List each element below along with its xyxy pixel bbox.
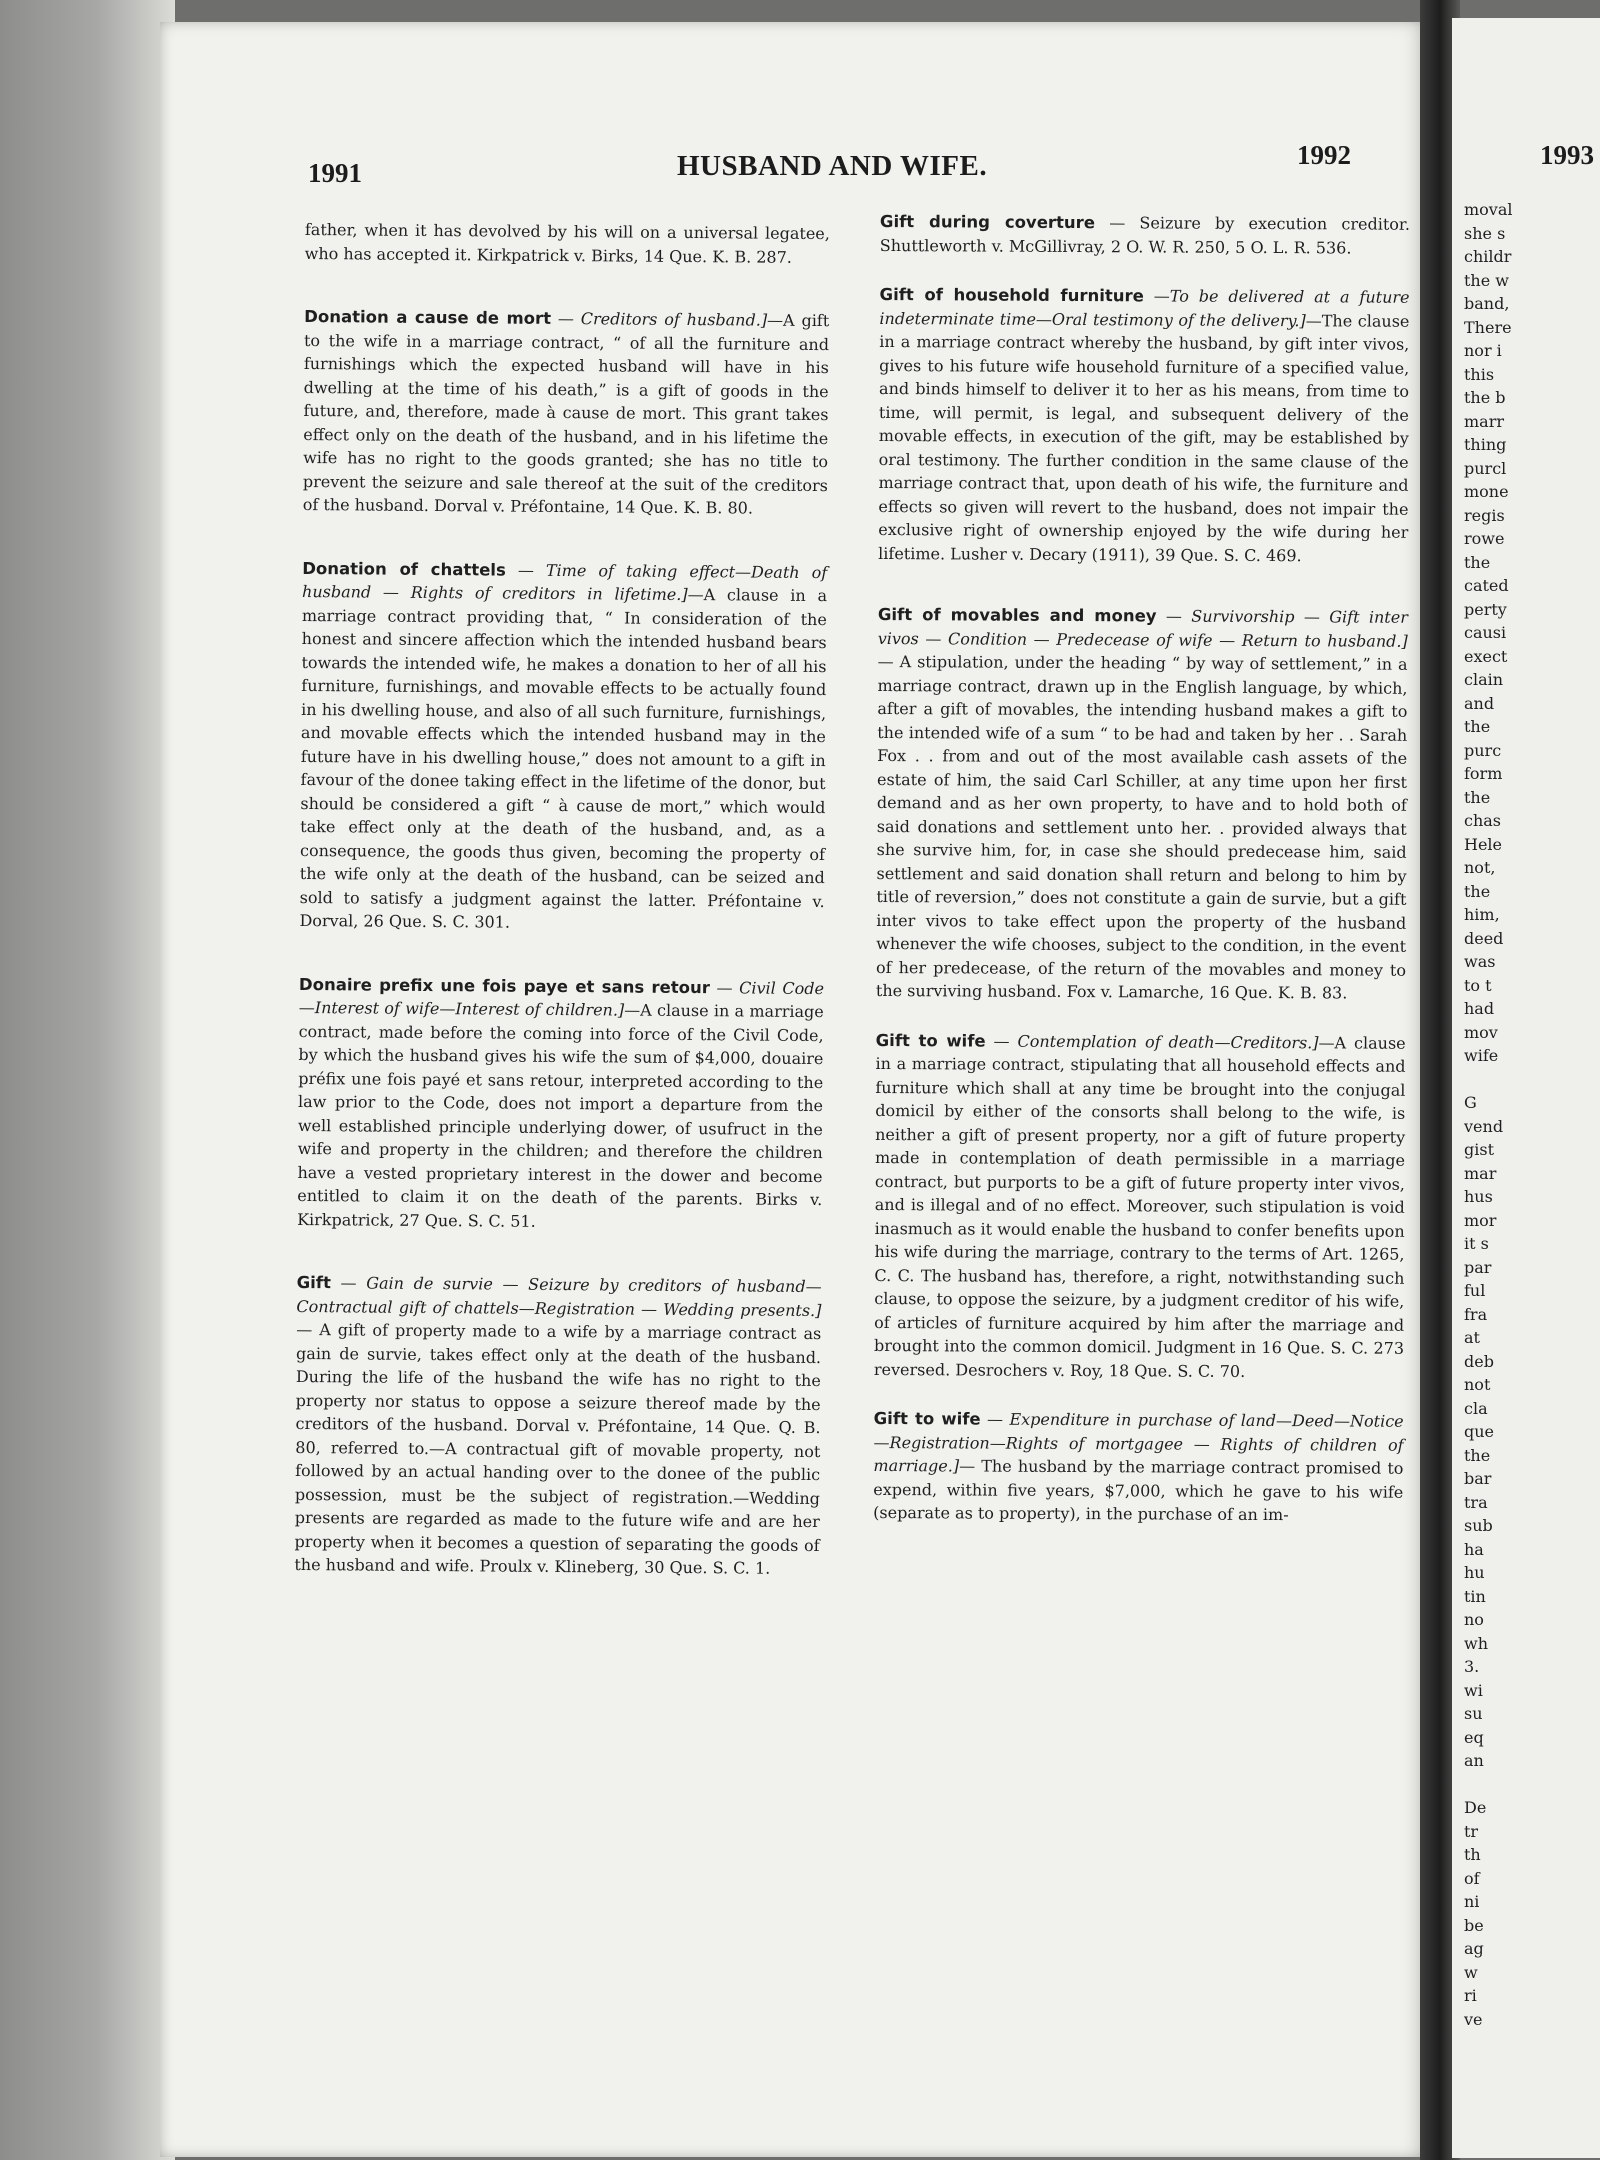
entry-donaire-prefix bbox=[297, 972, 824, 1235]
entry-heading: Gift during coverture bbox=[879, 211, 1096, 233]
next-page-fragment: the bbox=[1464, 881, 1491, 901]
next-page-fragment: it s bbox=[1464, 1234, 1489, 1253]
next-page-fragment: marr bbox=[1464, 411, 1505, 431]
next-page-fragment: clain bbox=[1464, 670, 1504, 689]
entry-body: —A clause in a marriage contract, stipulating that all household effects and furniture which shall at any time be brought into the conjugal domicil by either of the consorts shall belong to the wife, is neither a gift of present property, nor a gift of future property made in contemplation of death permissible in a marriage contract, but purports to be a gift of future property inter vivos, and is illegal and of no effect. Moreover, such stipulation is void inasmuch as it would enable the husband to confer benefits upon his wife during the marriage, contrary to the terms of Art. 1265, C. C. The husband has, therefore, a right, notwithstanding such clause, to oppose the seizure, by a judgment creditor of his wife, of articles of furniture acquired by him after the marriage and brought into the common domicil. Judgment in 16 Que. S. C. 273 reversed. Desrochers v. Roy, 18 Que. S. C. 70. bbox=[873, 1032, 1406, 1381]
entry-heading: Gift of household furniture bbox=[879, 284, 1144, 306]
next-page-fragment: the w bbox=[1464, 270, 1509, 290]
next-page-fragment: the bbox=[1464, 717, 1491, 736]
next-page-fragment: chas bbox=[1464, 811, 1502, 830]
next-page-fragment: eq bbox=[1464, 1727, 1484, 1747]
next-page-fragment: she s bbox=[1464, 223, 1506, 243]
entry-subheading: — Time of taking effect—Death of husband — Rights of creditors in lifetime.] bbox=[301, 560, 828, 605]
entry-body: — Seizure by execution creditor. Shuttleworth v. McGillivray, 2 O. W. R. 250, 5 O. L. R. 536. bbox=[879, 213, 1410, 257]
next-page-fragment: regis bbox=[1464, 505, 1505, 525]
right-page-number: 1992 bbox=[1297, 140, 1351, 170]
entry-heading: Donation a cause de mort bbox=[304, 306, 552, 328]
next-page-fragment: be bbox=[1464, 1915, 1484, 1935]
next-page-fragment: perty bbox=[1464, 599, 1507, 619]
next-page-fragment: purcl bbox=[1464, 458, 1507, 478]
running-title: HUSBAND AND WIFE. bbox=[677, 150, 988, 182]
entry-body: —A clause in a marriage contract, made before the coming into force of the Civil Code, by which the husband gives his wife the sum of $4,000, douaire préfix une fois payé et sans retour, interpreted according to the law prior to the Code, does not import a departure from the well established principle underlying dower, of usufruct in the wife and property in the children; and therefore the children have a vested proprietary interest in the dower and become entitled to claim it on the death of the parents. Birks v. Kirkpatrick, 27 Que. S. C. 51. bbox=[297, 1000, 824, 1231]
entry-gift-of-household-furniture bbox=[878, 283, 1409, 568]
next-page-fragment: form bbox=[1464, 764, 1503, 783]
next-page-fragment: at bbox=[1464, 1328, 1480, 1347]
next-page-fragment: hus bbox=[1464, 1187, 1493, 1206]
left-page-number: 1991 bbox=[308, 158, 362, 188]
next-page-fragment: him, bbox=[1464, 905, 1500, 924]
next-page-fragment: ri bbox=[1464, 1986, 1477, 2005]
next-page-fragment: cated bbox=[1464, 576, 1509, 595]
next-page-fragment: There bbox=[1464, 317, 1512, 337]
next-page-fragment: ni bbox=[1464, 1892, 1480, 1911]
next-page-fragment: su bbox=[1464, 1704, 1483, 1723]
next-page-fragment: mone bbox=[1464, 482, 1509, 501]
next-page-text-fragments bbox=[1464, 198, 1600, 2031]
book-left-edge bbox=[0, 0, 175, 2160]
entry-heading: Donaire prefix une fois paye et sans retour bbox=[298, 974, 710, 997]
next-page-fragment bbox=[1464, 1068, 1600, 1092]
next-page-fragment: tr bbox=[1464, 1821, 1479, 1841]
next-page-fragment: the b bbox=[1464, 388, 1506, 407]
next-page-fragment: mor bbox=[1464, 1210, 1497, 1230]
entry-body: —The clause in a marriage contract whereby the husband, by gift inter vivos, gives to his future wife household furniture of a specified value, and binds himself to deliver it to her as his means, from time to time, will permit, is legal, and subsequent delivery of the movable effects, in execution of the gift, may be established by oral testimony. The further condition in the same clause of the marriage contract that, upon death of his wife, the furniture and effects so given will revert to the husband, does not impair the exclusive right of ownership enjoyed by the wife during her lifetime. Lusher v. Decary (1911), 39 Que. S. C. 469. bbox=[878, 310, 1410, 565]
next-page-fragment: ha bbox=[1464, 1539, 1484, 1559]
next-page-fragment: causi bbox=[1464, 623, 1507, 642]
next-page-fragment: deb bbox=[1464, 1351, 1494, 1371]
next-page-fragment: the bbox=[1464, 552, 1491, 572]
next-page-fragment: vend bbox=[1464, 1116, 1504, 1136]
next-page-fragment: gist bbox=[1464, 1140, 1494, 1159]
entry-body: — A stipulation, under the heading “ by way of settlement,” in a marriage contract, drawn up in the English language, by which, after a gift of movables, the intending husband makes a gift to the intended wife of a sum “ to be had and taken by her . . Sarah Fox . . from and out of the most available cash assets of the estate of him, the said Carl Schiller, at any time upon her first demand and as her own property, to have and to hold both of said donations and settlement unto her. . provided always that she survive him, for, in case she should predecease him, said settlement and said donation shall return and belong to him by title of reversion,” does not constitute a gain de survie, but a gift inter vivos to take effect upon the property of the husband whenever the wife chooses, subject to the condition, in the event of her predecease, of the return of the movables and money to the surviving husband. Fox v. Lamarche, 16 Que. K. B. 83. bbox=[875, 651, 1408, 1003]
next-page-fragment bbox=[1464, 1773, 1600, 1797]
next-page-fragment: bar bbox=[1464, 1469, 1492, 1488]
next-page-fragment: nor i bbox=[1464, 341, 1502, 360]
next-page-fragment: was bbox=[1464, 952, 1496, 971]
next-page-fragment: th bbox=[1464, 1845, 1481, 1864]
next-page-fragment: of bbox=[1464, 1868, 1480, 1888]
next-page-fragment: mov bbox=[1464, 1022, 1498, 1042]
next-page-fragment: had bbox=[1464, 999, 1495, 1018]
next-page-fragment: G bbox=[1464, 1093, 1477, 1112]
next-page-fragment: and bbox=[1464, 693, 1495, 713]
entry-body: — The husband by the marriage contract promised to expend, within five years, $7,000, which he gave to his wife (separate as to property), in the purchase of an im- bbox=[873, 1456, 1404, 1525]
entry-body: —A gift to the wife in a marriage contract, “ of all the furniture and furnishings which the expected husband will have in his dwelling at the time of his death,” is a gift of goods in the future, and, therefore, made à cause de mort. This grant takes effect only on the death of the husband, and in his lifetime the wife has no right to the goods granted; she has no title to prevent the seizure and sale thereof at the suit of the creditors of the husband. Dorval v. Préfontaine, 14 Que. K. B. 80. bbox=[302, 310, 830, 518]
entry-gift-during-coverture bbox=[880, 210, 1410, 260]
entry-donation-a-cause-de-mort bbox=[303, 305, 830, 521]
entry-subheading: — Creditors of husband.] bbox=[557, 308, 768, 330]
next-page-fragment: not, bbox=[1464, 858, 1496, 877]
entry-donation-of-chattels bbox=[299, 556, 827, 936]
next-page-fragment: wife bbox=[1464, 1046, 1499, 1065]
next-page-fragment: ful bbox=[1464, 1281, 1486, 1300]
entry-heading: Gift bbox=[296, 1272, 331, 1293]
entry-heading: Donation of chattels bbox=[302, 558, 506, 580]
next-page-fragment: hu bbox=[1464, 1563, 1485, 1582]
entry-heading: Gift to wife bbox=[875, 1030, 986, 1051]
entry-subheading: —To be delivered at a future indeterminate time—Oral testimony of the delivery.] bbox=[879, 286, 1410, 330]
next-page-edge bbox=[1452, 18, 1600, 2158]
next-page-fragment: De bbox=[1464, 1798, 1487, 1817]
right-column bbox=[873, 210, 1410, 1553]
entry-subheading: — Civil Code—Interest of wife—Interest of children.] bbox=[298, 977, 825, 1020]
next-page-fragment: not bbox=[1464, 1375, 1491, 1394]
entry-subheading: — Survivorship — Gift inter vivos — Condition — Predecease of wife — Return to husband.] bbox=[877, 606, 1408, 651]
next-page-fragment: Hele bbox=[1464, 834, 1503, 854]
next-page-fragment: exect bbox=[1464, 646, 1508, 666]
entry-subheading: — Contemplation of death—Creditors.] bbox=[993, 1031, 1319, 1052]
next-page-fragment: w bbox=[1464, 1962, 1478, 1982]
entry-heading: Gift of movables and money bbox=[877, 604, 1157, 626]
next-page-fragment: tra bbox=[1464, 1492, 1488, 1512]
entry-gift bbox=[294, 1271, 821, 1581]
entry-subheading: — Gain de survie — Seizure by creditors of husband—Contractual gift of chattels—Registration — Wedding presents.] bbox=[296, 1273, 822, 1320]
entry-heading: Gift to wife bbox=[873, 1408, 981, 1429]
next-page-fragment: ag bbox=[1464, 1939, 1484, 1958]
next-page-fragment: the bbox=[1464, 1445, 1491, 1465]
next-page-fragment: mar bbox=[1464, 1163, 1497, 1183]
next-page-fragment: wi bbox=[1464, 1680, 1483, 1700]
next-page-fragment: the bbox=[1464, 787, 1491, 807]
next-page-fragment: an bbox=[1464, 1751, 1484, 1770]
next-page-fragment: cla bbox=[1464, 1398, 1488, 1418]
entry-gift-of-movables-and-money bbox=[876, 603, 1408, 1005]
next-page-fragment: thing bbox=[1464, 435, 1507, 454]
next-page-fragment: this bbox=[1464, 364, 1495, 384]
left-column bbox=[294, 218, 830, 1607]
next-page-fragment: rowe bbox=[1464, 529, 1505, 548]
next-page-fragment: par bbox=[1464, 1257, 1492, 1277]
next-page-fragment: band, bbox=[1464, 294, 1510, 313]
continued-paragraph: father, when it has devolved by his will on a universal legatee, who has accepted it. Kirkpatrick v. Birks, 14 Que. K. B. 287. bbox=[304, 219, 830, 267]
next-page-fragment: ve bbox=[1464, 2009, 1483, 2029]
next-page-fragment: childr bbox=[1464, 247, 1512, 266]
next-page-fragment: no bbox=[1464, 1610, 1484, 1629]
entry-body: — A gift of property made to a wife by a marriage contract as gain de survie, takes effect only at the death of the husband. During the life of the husband the wife has no right to the property nor status to oppose a seizure thereof made by the creditors of the husband. Dorval v. Préfontaine, 14 Que. Q. B. 80, referred to.—A contractual gift of movable property, not followed by an actual handing over to the donee of the public possession, must be the subject of registration.—Wedding presents are regarded as made to the future wife and are her property when it becomes a question of separating the goods of the husband and wife. Proulx v. Klineberg, 30 Que. S. C. 1. bbox=[294, 1319, 822, 1578]
next-page-fragment: 3. bbox=[1464, 1657, 1480, 1676]
next-page-fragment: tin bbox=[1464, 1586, 1486, 1606]
next-page-fragment: sub bbox=[1464, 1516, 1493, 1535]
entry-gift-to-wife-expenditure bbox=[873, 1407, 1404, 1527]
next-page-fragment: moval bbox=[1464, 200, 1513, 219]
next-page-fragment: deed bbox=[1464, 928, 1504, 948]
next-page-number: 1993 bbox=[1540, 140, 1594, 170]
entry-body: —A clause in a marriage contract providing that, “ In consideration of the honest and sincere affection which the intended husband bears towards the intended wife, he makes a donation to her of all his furniture, furnishings, and movable effects to be actually found in his dwelling house, and also of all such furniture, furnishings, and movable effects which the intended husband may in the future have in his dwelling house,” does not amount to a gift in favour of the donee taking effect in the lifetime of the donor, but should be considered a gift “ à cause de mort,” which would take effect only at the death of the husband, and, as a consequence, the goods thus given, becoming the property of the wife only at the death of the husband, can be seized and sold to satisfy a judgment against the latter. Préfontaine v. Dorval, 26 Que. S. C. 301. bbox=[299, 585, 828, 932]
entry-subheading: — Expenditure in purchase of land—Deed—Notice—Registration—Rights of mortgagee — Rights of children of marriage.] bbox=[873, 1409, 1404, 1476]
next-page-fragment: fra bbox=[1464, 1304, 1488, 1324]
next-page-fragment: wh bbox=[1464, 1633, 1488, 1653]
next-page-fragment: purc bbox=[1464, 740, 1502, 760]
next-page-fragment: to t bbox=[1464, 975, 1492, 995]
entry-gift-to-wife-contemplation bbox=[874, 1028, 1406, 1383]
next-page-fragment: que bbox=[1464, 1422, 1495, 1441]
